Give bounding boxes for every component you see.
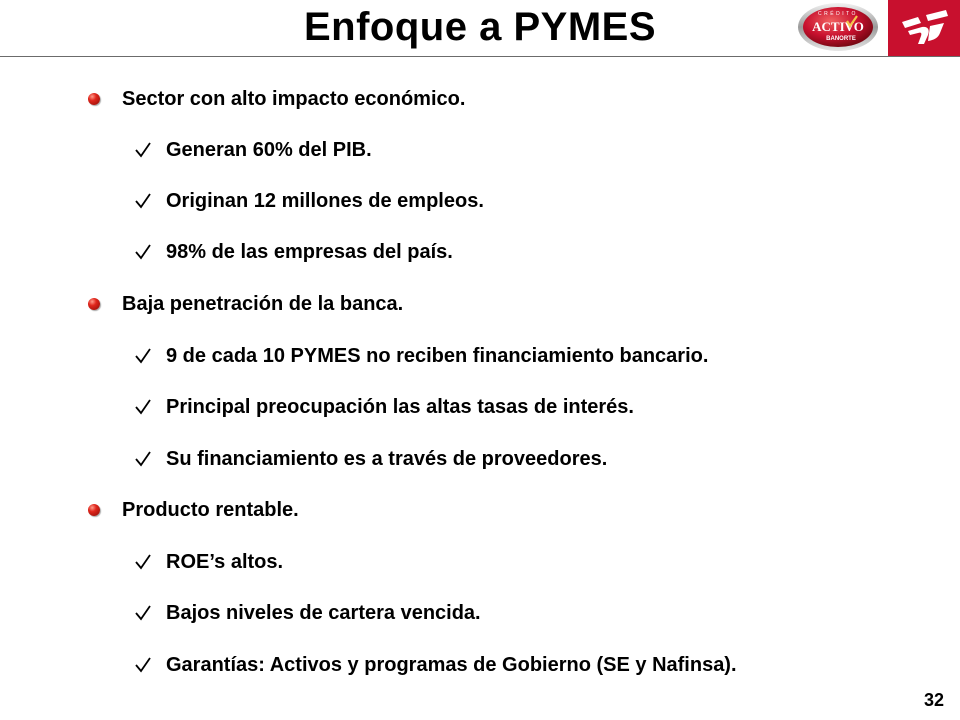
logo-banorte-text: BANORTE xyxy=(826,36,856,42)
list-item xyxy=(134,547,283,577)
list-item xyxy=(134,392,634,422)
list-item xyxy=(134,135,372,165)
list-item-text: Bajos niveles de cartera vencida. xyxy=(166,601,481,624)
list-item-text: Originan 12 millones de empleos. xyxy=(166,189,484,212)
list-item xyxy=(134,237,453,267)
list-item-text: Generan 60% del PIB. xyxy=(166,138,372,161)
list-item-text: ROE’s altos. xyxy=(166,550,284,573)
page-number: 32 xyxy=(923,690,944,710)
red-bullet-icon xyxy=(88,298,100,310)
checkmark-icon xyxy=(134,345,152,367)
checkmark-icon xyxy=(134,602,152,624)
red-bullet-icon xyxy=(88,504,100,516)
section-heading-text: Sector con alto impacto económico. xyxy=(122,87,466,110)
list-item-text: Principal preocupación las altas tasas de interés. xyxy=(166,395,634,418)
list-item-text: Garantías: Activos y programas de Gobierno (SE y Nafinsa). xyxy=(166,653,737,676)
checkmark-icon xyxy=(134,396,152,418)
checkmark-icon xyxy=(134,190,152,212)
list-item-text: Su financiamiento es a través de proveedores. xyxy=(166,447,608,470)
list-item xyxy=(134,650,737,680)
red-bullet-icon xyxy=(88,93,100,105)
logo-activo-text: ACTIVO xyxy=(812,19,864,34)
section-heading-2 xyxy=(88,289,403,319)
list-item xyxy=(134,598,481,628)
checkmark-icon xyxy=(134,654,152,676)
section-heading-text: Baja penetración de la banca. xyxy=(122,292,404,315)
list-item xyxy=(134,444,607,474)
logo-credito-text: CRÉDITO xyxy=(818,11,858,17)
checkmark-icon xyxy=(134,139,152,161)
checkmark-icon xyxy=(134,551,152,573)
checkmark-icon xyxy=(134,241,152,263)
section-heading-1 xyxy=(88,84,465,114)
list-item-text: 98% de las empresas del país. xyxy=(166,240,453,263)
slide-title: Enfoque a PYMES xyxy=(304,5,656,49)
list-item xyxy=(134,186,484,216)
list-item xyxy=(134,341,708,371)
section-heading-text: Producto rentable. xyxy=(122,498,299,521)
list-item-text: 9 de cada 10 PYMES no reciben financiamiento bancario. xyxy=(166,344,709,367)
checkmark-icon xyxy=(134,448,152,470)
section-heading-3 xyxy=(88,495,299,525)
